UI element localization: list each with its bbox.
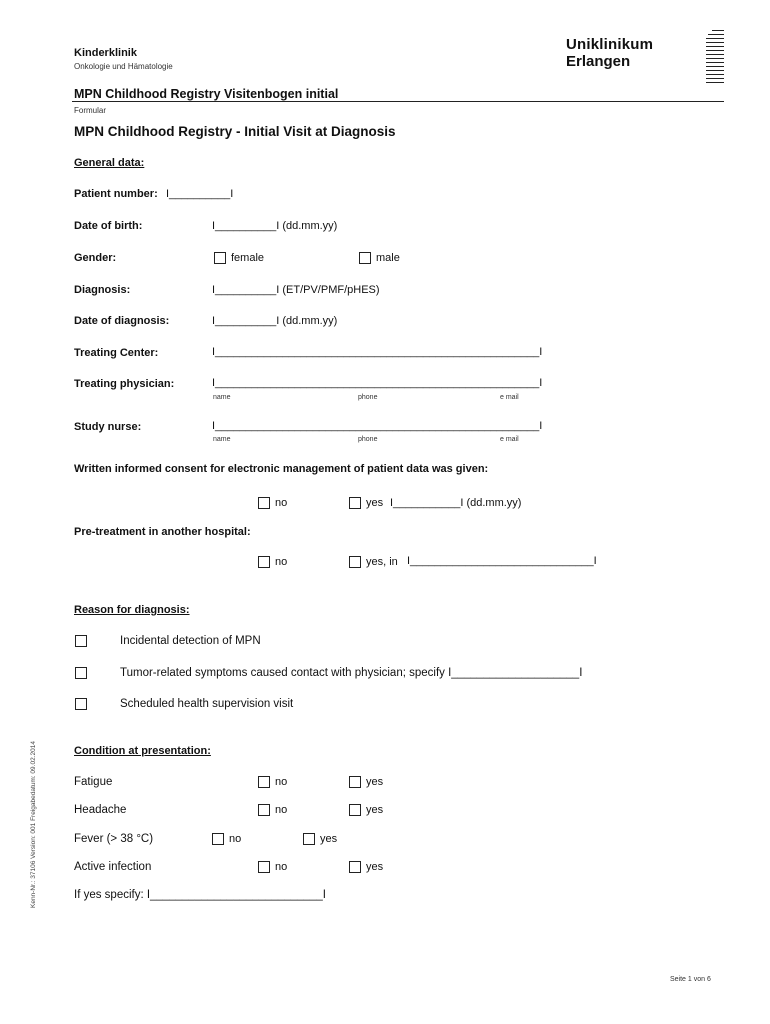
female-label: female (231, 252, 265, 264)
department-subtitle: Onkologie und Hämatologie (74, 62, 173, 71)
document-title: MPN Childhood Registry Visitenbogen initial (74, 87, 339, 101)
study-nurse-label: Study nurse: (74, 421, 142, 433)
reason-supervision-checkbox[interactable] (75, 698, 87, 710)
reason-incidental-checkbox[interactable] (75, 635, 87, 647)
headache-yes-label: yes (366, 804, 384, 816)
consent-no-checkbox[interactable] (258, 497, 270, 509)
fatigue-no-label: no (275, 776, 288, 788)
nurse-name-caption: name (213, 436, 231, 443)
reason-supervision-label: Scheduled health supervision visit (120, 698, 294, 710)
side-document-info: Kenn-Nr.: 37106 Version: 001 Freigabedatum: 09.02.2014 (30, 741, 37, 908)
dob-field[interactable]: I__________I (dd.mm.yy) (212, 220, 338, 232)
male-label: male (376, 252, 400, 264)
headache-label: Headache (74, 804, 127, 816)
diagnosis-label: Diagnosis: (74, 284, 131, 296)
gender-label: Gender: (74, 252, 117, 264)
date-of-diagnosis-label: Date of diagnosis: (74, 315, 170, 327)
pretreatment-yes-checkbox[interactable] (349, 556, 361, 568)
header-rule (72, 101, 724, 102)
infection-specify-field[interactable]: If yes specify: I___________________________I (74, 889, 326, 901)
consent-no-label: no (275, 497, 288, 509)
reason-incidental-label: Incidental detection of MPN (120, 635, 261, 647)
pretreatment-hospital-field[interactable]: I______________________________I (407, 555, 597, 567)
study-nurse-field[interactable]: I_____________________________________________________I (212, 420, 543, 432)
logo-line-2: Erlangen (566, 53, 631, 70)
fever-no-label: no (229, 833, 242, 845)
fever-yes-label: yes (320, 833, 338, 845)
page-number: Seite 1 von 6 (670, 976, 711, 983)
fatigue-label: Fatigue (74, 776, 113, 788)
treating-physician-field[interactable]: I_____________________________________________________I (212, 377, 543, 389)
pretreatment-question: Pre-treatment in another hospital: (74, 526, 251, 538)
pretreatment-yes-label: yes, in (366, 556, 398, 568)
infection-yes-checkbox[interactable] (349, 861, 361, 873)
nurse-phone-caption: phone (358, 436, 378, 443)
treating-physician-label: Treating physician: (74, 378, 175, 390)
headache-no-label: no (275, 804, 288, 816)
infection-no-checkbox[interactable] (258, 861, 270, 873)
patient-number-field[interactable]: I__________I (166, 188, 234, 200)
condition-heading: Condition at presentation: (74, 745, 211, 757)
fever-no-checkbox[interactable] (212, 833, 224, 845)
headache-no-checkbox[interactable] (258, 804, 270, 816)
reason-heading: Reason for diagnosis: (74, 604, 190, 616)
treating-center-field[interactable]: I_____________________________________________________I (212, 346, 543, 358)
fever-yes-checkbox[interactable] (303, 833, 315, 845)
fever-label: Fever (> 38 °C) (74, 833, 154, 845)
physician-name-caption: name (213, 394, 231, 401)
female-checkbox[interactable] (214, 252, 226, 264)
consent-question: Written informed consent for electronic management of patient data was given: (74, 463, 489, 475)
reason-symptoms-checkbox[interactable] (75, 667, 87, 679)
patient-number-label: Patient number: (74, 188, 158, 200)
dob-label: Date of birth: (74, 220, 143, 232)
document-type: Formular (74, 106, 107, 115)
consent-yes-label: yes (366, 497, 384, 509)
fatigue-no-checkbox[interactable] (258, 776, 270, 788)
pretreatment-no-checkbox[interactable] (258, 556, 270, 568)
infection-no-label: no (275, 861, 288, 873)
logo-line-1: Uniklinikum (566, 36, 654, 53)
fatigue-yes-checkbox[interactable] (349, 776, 361, 788)
consent-date-field[interactable]: I___________I (dd.mm.yy) (390, 497, 522, 509)
headache-yes-checkbox[interactable] (349, 804, 361, 816)
reason-symptoms-label: Tumor-related symptoms caused contact with physician; specify I____________________I (120, 667, 583, 679)
male-checkbox[interactable] (359, 252, 371, 264)
general-data-heading: General data: (74, 157, 145, 169)
nurse-email-caption: e mail (500, 436, 519, 443)
consent-yes-checkbox[interactable] (349, 497, 361, 509)
pretreatment-no-label: no (275, 556, 288, 568)
physician-email-caption: e mail (500, 394, 519, 401)
treating-center-label: Treating Center: (74, 347, 159, 359)
department-name: Kinderklinik (74, 47, 137, 59)
infection-yes-label: yes (366, 861, 384, 873)
fatigue-yes-label: yes (366, 776, 384, 788)
date-of-diagnosis-field[interactable]: I__________I (dd.mm.yy) (212, 315, 338, 327)
form-title: MPN Childhood Registry - Initial Visit at Diagnosis (74, 124, 396, 139)
diagnosis-field[interactable]: I__________I (ET/PV/PMF/pHES) (212, 284, 380, 296)
physician-phone-caption: phone (358, 394, 378, 401)
infection-label: Active infection (74, 861, 152, 873)
